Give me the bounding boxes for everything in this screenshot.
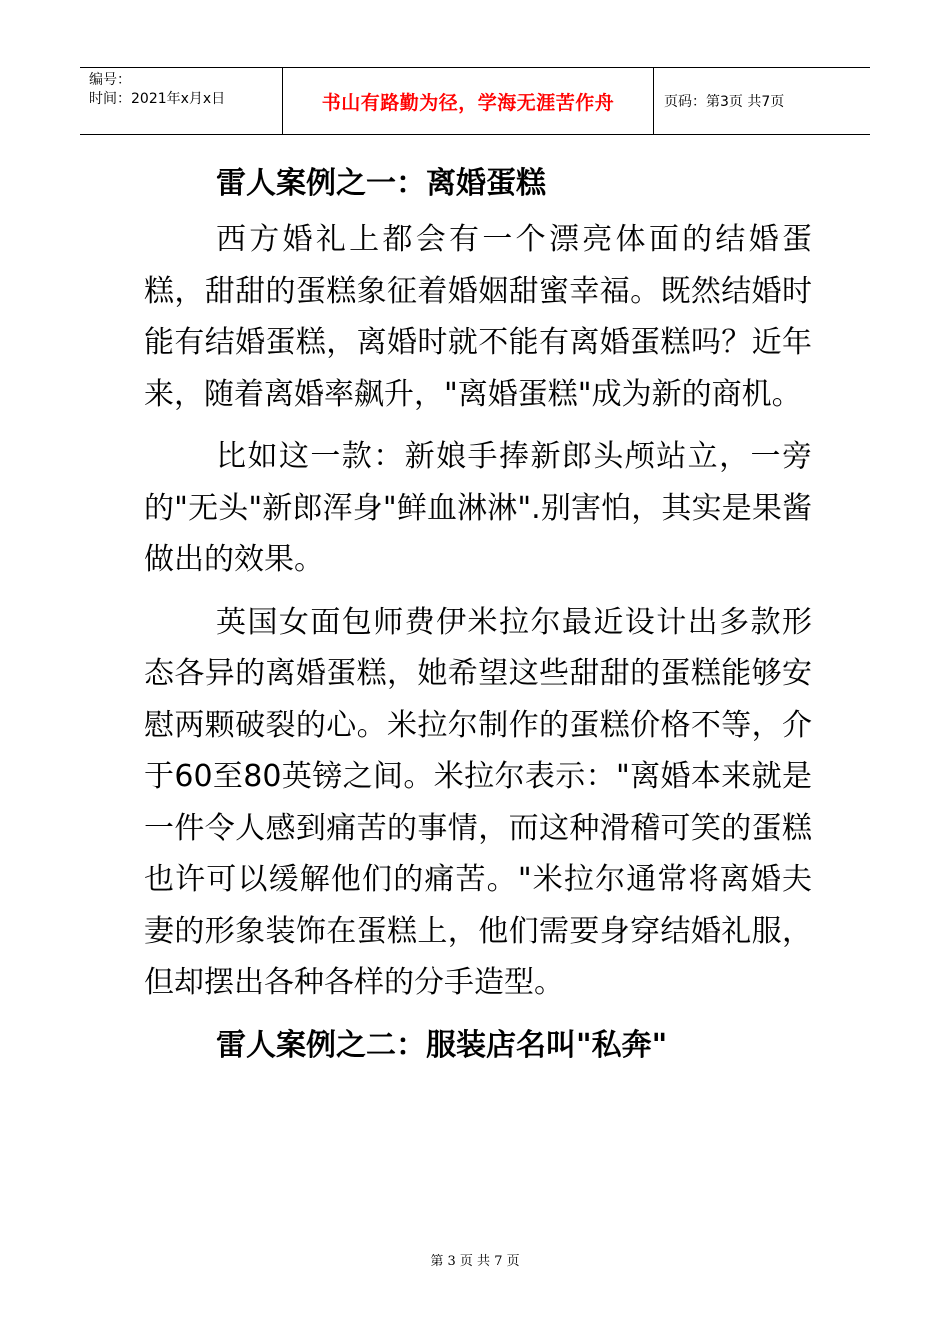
header-left-cell: [80, 68, 282, 134]
paragraph: 英国女面包师费伊米拉尔最近设计出多款形态各异的离婚蛋糕，她希望这些甜甜的蛋糕能够安慰两颗破裂的心。米拉尔制作的蛋糕价格不等，介于60至80英镑之间。米拉尔表示："离婚本来就是一件令人感到痛苦的事情，而这种滑稽可笑的蛋糕也许可以缓解他们的痛苦。"米拉尔通常将离婚夫妻的形象装饰在蛋糕上，他们需要身穿结婚礼服，但却摆出各种各样的分手造型。: [144, 604, 812, 1000]
document-time-label: 时间：2021年x月x日: [89, 91, 226, 107]
document-body: [144, 158, 812, 1076]
header-right-cell: [654, 68, 870, 134]
paragraph: 西方婚礼上都会有一个漂亮体面的结婚蛋糕，甜甜的蛋糕象征着婚姻甜蜜幸福。既然结婚时能有结婚蛋糕，离婚时就不能有离婚蛋糕吗？近年来，随着离婚率飙升，"离婚蛋糕"成为新的商机。: [144, 222, 812, 412]
section-heading: 雷人案例之一：离婚蛋糕: [216, 166, 546, 201]
paragraph: 比如这一款：新娘手捧新郎头颅站立，一旁的"无头"新郎浑身"鲜血淋淋".别害怕，其实是果酱做出的效果。: [144, 439, 812, 577]
page-header: [80, 67, 870, 135]
section-heading: 雷人案例之二：服装店名叫"私奔": [216, 1027, 668, 1063]
header-page-info: 页码：第3页 共7页: [664, 94, 785, 110]
header-motto: 书山有路勤为径，学海无涯苦作舟: [321, 91, 615, 114]
page-footer: 第 3 页 共 7 页: [430, 1254, 520, 1269]
document-number-label: 编号：: [89, 72, 131, 88]
header-middle-cell: [282, 68, 654, 134]
